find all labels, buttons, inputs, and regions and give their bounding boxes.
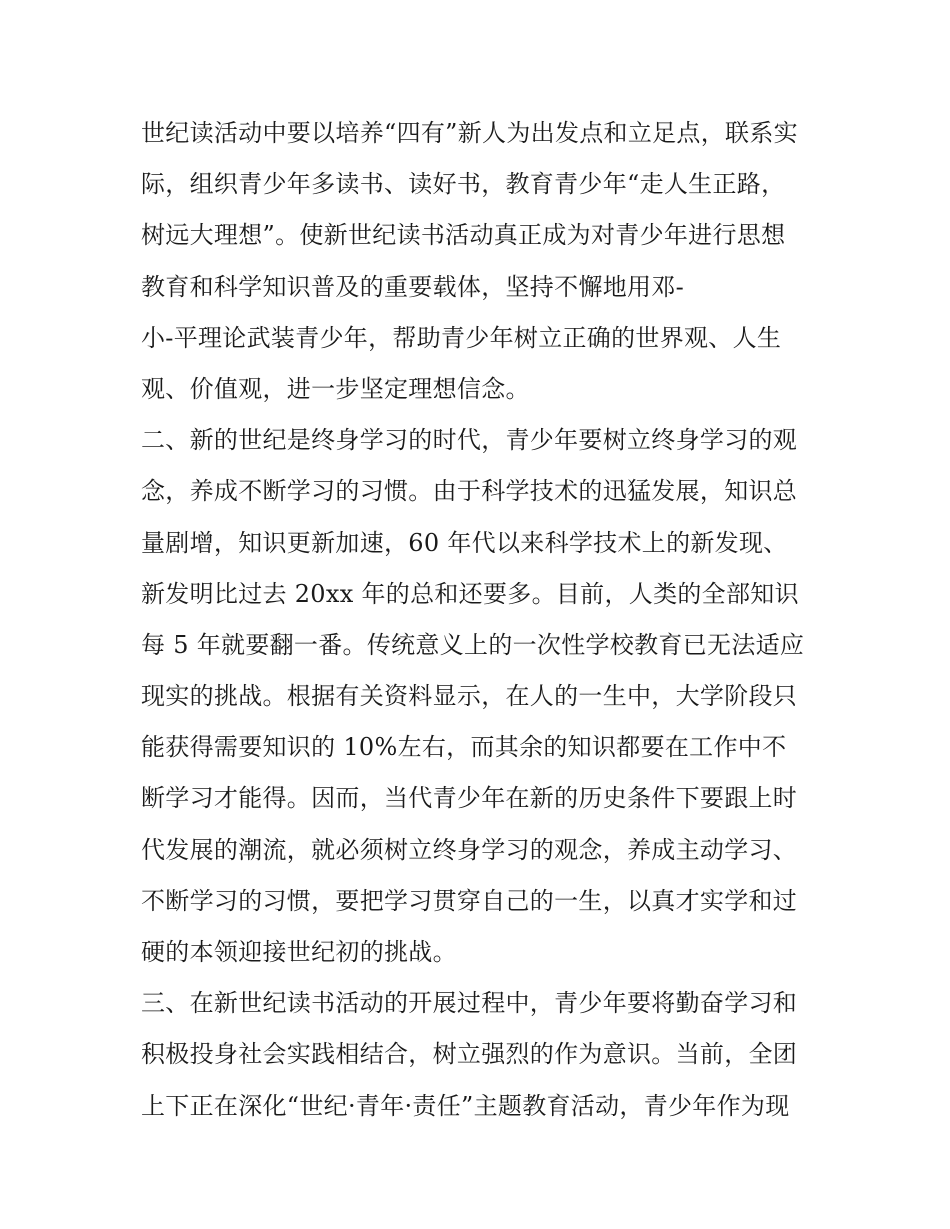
text-line: 上下正在深化“世纪·青年·责任”主题教育活动，青少年作为现 bbox=[141, 1091, 790, 1120]
text-line: 硬的本领迎接世纪初的挑战。 bbox=[141, 938, 457, 966]
text-line: 际，组织青少年多读书、读好书，教育青少年“走人生正路， bbox=[141, 170, 786, 199]
document-body bbox=[141, 108, 821, 1132]
text-line: 三、在新世纪读书活动的开展过程中，青少年要将勤奋学习和 bbox=[141, 989, 798, 1018]
text-line: 量剧增，知识更新加速，60 年代以来科学技术上的新发现、 bbox=[141, 528, 788, 557]
text-line: 树远大理想”。使新世纪读书活动真正成为对青少年进行思想 bbox=[141, 221, 786, 250]
text-line: 每 5 年就要翻一番。传统意义上的一次性学校教育已无法适应 bbox=[141, 630, 805, 659]
text-line: 能获得需要知识的 10%左右，而其余的知识都要在工作中不 bbox=[141, 733, 787, 762]
text-line: 念，养成不断学习的习惯。由于科学技术的迅猛发展，知识总 bbox=[141, 477, 798, 506]
text-line: 新发明比过去 20xx 年的总和还要多。目前，人类的全部知识 bbox=[141, 579, 799, 608]
text-line: 二、新的世纪是终身学习的时代，青少年要树立终身学习的观 bbox=[141, 426, 798, 455]
text-line: 观、价值观，进一步坚定理想信念。 bbox=[141, 374, 530, 403]
text-line: 代发展的潮流，就必须树立终身学习的观念，养成主动学习、 bbox=[141, 835, 798, 864]
text-line: 断学习才能得。因而，当代青少年在新的历史条件下要跟上时 bbox=[141, 784, 798, 813]
text-line: 现实的挑战。根据有关资料显示，在人的一生中，大学阶段只 bbox=[141, 682, 798, 711]
text-line: 积极投身社会实践相结合，树立强烈的作为意识。当前，全团 bbox=[141, 1040, 798, 1069]
text-line: 世纪读活动中要以培养“四有”新人为出发点和立足点，联系实 bbox=[141, 119, 798, 147]
text-line: 小-平理论武装青少年，帮助青少年树立正确的世界观、人生 bbox=[141, 323, 782, 352]
text-line: 教育和科学知识普及的重要载体，坚持不懈地用邓- bbox=[141, 272, 685, 301]
text-line: 不断学习的习惯，要把学习贯穿自己的一生，以真才实学和过 bbox=[141, 886, 798, 915]
